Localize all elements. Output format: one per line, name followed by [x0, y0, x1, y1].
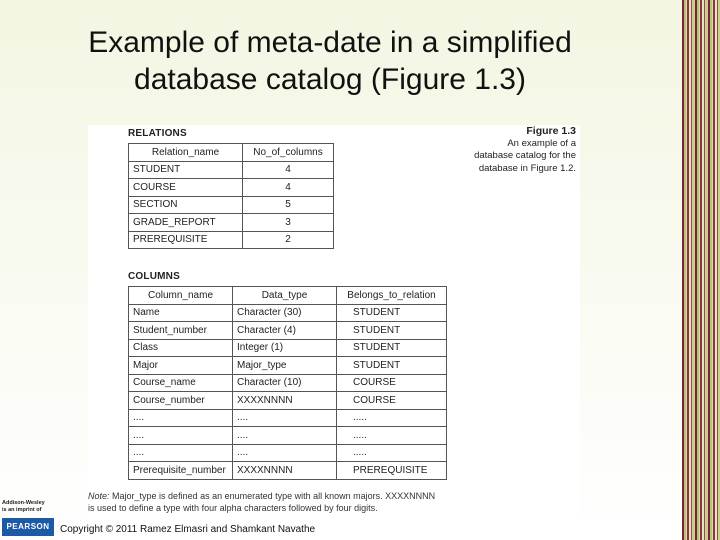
table-row [129, 179, 334, 197]
data-type-cell: Integer (1) [233, 339, 337, 357]
table-row [129, 409, 447, 427]
table-row [129, 427, 447, 445]
relation-cell: ..... [337, 444, 447, 462]
figure-1-3 [88, 125, 580, 520]
table-header-row [129, 287, 447, 305]
relation-name-cell: PREREQUISITE [129, 231, 243, 249]
data-type-cell: Character (4) [233, 322, 337, 340]
table-row [129, 196, 334, 214]
column-name-cell: Student_number [129, 322, 233, 340]
columns-table [128, 286, 447, 480]
column-name-cell: Prerequisite_number [129, 462, 233, 480]
note-text-line-2: is used to define a type with four alpha characters followed by four digits. [88, 502, 378, 513]
column-header: Data_type [233, 287, 337, 305]
columns-heading: COLUMNS [128, 271, 180, 282]
column-count-cell: 3 [243, 214, 334, 232]
relations-table [128, 143, 334, 249]
relation-cell: COURSE [337, 374, 447, 392]
relation-cell: PREREQUISITE [337, 462, 447, 480]
relation-cell: COURSE [337, 392, 447, 410]
caption-line: database catalog for the [474, 150, 576, 161]
column-header: No_of_columns [243, 144, 334, 162]
table-row [129, 231, 334, 249]
figure-caption [446, 125, 576, 175]
column-name-cell: Course_name [129, 374, 233, 392]
figure-label: Figure 1.3 [526, 125, 576, 137]
caption-line: An example of a [507, 137, 576, 149]
publisher-logo [2, 500, 60, 513]
table-row [129, 444, 447, 462]
column-count-cell: 5 [243, 196, 334, 214]
column-header: Relation_name [129, 144, 243, 162]
table-row [129, 462, 447, 480]
column-count-cell: 4 [243, 161, 334, 179]
figure-note [88, 491, 580, 514]
table-row [129, 374, 447, 392]
column-name-cell: .... [129, 427, 233, 445]
column-name-cell: Class [129, 339, 233, 357]
note-label: Note: [88, 491, 110, 501]
table-row [129, 357, 447, 375]
relation-name-cell: SECTION [129, 196, 243, 214]
column-name-cell: .... [129, 409, 233, 427]
table-row [129, 322, 447, 340]
relation-cell: STUDENT [337, 322, 447, 340]
title-line-2: database catalog (Figure 1.3) [134, 63, 526, 96]
data-type-cell: .... [233, 427, 337, 445]
column-count-cell: 2 [243, 231, 334, 249]
copyright-notice: Copyright © 2011 Ramez Elmasri and Shamkant Navathe [60, 524, 316, 535]
data-type-cell: Major_type [233, 357, 337, 375]
relation-cell: ..... [337, 409, 447, 427]
relation-cell: STUDENT [337, 357, 447, 375]
data-type-cell: Character (30) [233, 304, 337, 322]
relation-cell: ..... [337, 427, 447, 445]
slide-title [40, 24, 620, 98]
table-row [129, 304, 447, 322]
pearson-logo: PEARSON [2, 518, 54, 536]
title-line-1: Example of meta-date in a simplified [88, 26, 572, 59]
table-header-row [129, 144, 334, 162]
publisher-imprint: is an imprint of [2, 506, 42, 513]
table-row [129, 161, 334, 179]
data-type-cell: .... [233, 409, 337, 427]
column-header: Column_name [129, 287, 233, 305]
column-count-cell: 4 [243, 179, 334, 197]
relation-name-cell: STUDENT [129, 161, 243, 179]
publisher-name: Addison-Wesley [2, 500, 45, 506]
data-type-cell: XXXXNNNN [233, 462, 337, 480]
relations-heading: RELATIONS [128, 128, 187, 139]
column-header: Belongs_to_relation [337, 287, 447, 305]
relation-cell: STUDENT [337, 304, 447, 322]
relation-name-cell: GRADE_REPORT [129, 214, 243, 232]
table-row [129, 392, 447, 410]
caption-line: database in Figure 1.2. [478, 162, 576, 174]
data-type-cell: Character (10) [233, 374, 337, 392]
relation-name-cell: COURSE [129, 179, 243, 197]
table-row [129, 339, 447, 357]
table-row [129, 214, 334, 232]
data-type-cell: XXXXNNNN [233, 392, 337, 410]
column-name-cell: Major [129, 357, 233, 375]
column-name-cell: Course_number [129, 392, 233, 410]
relation-cell: STUDENT [337, 339, 447, 357]
data-type-cell: .... [233, 444, 337, 462]
note-text-line-1: Major_type is defined as an enumerated type with all known majors. XXXXNNNN [112, 491, 436, 501]
column-name-cell: Name [129, 304, 233, 322]
decorative-stripe-border [682, 0, 720, 540]
column-name-cell: .... [129, 444, 233, 462]
